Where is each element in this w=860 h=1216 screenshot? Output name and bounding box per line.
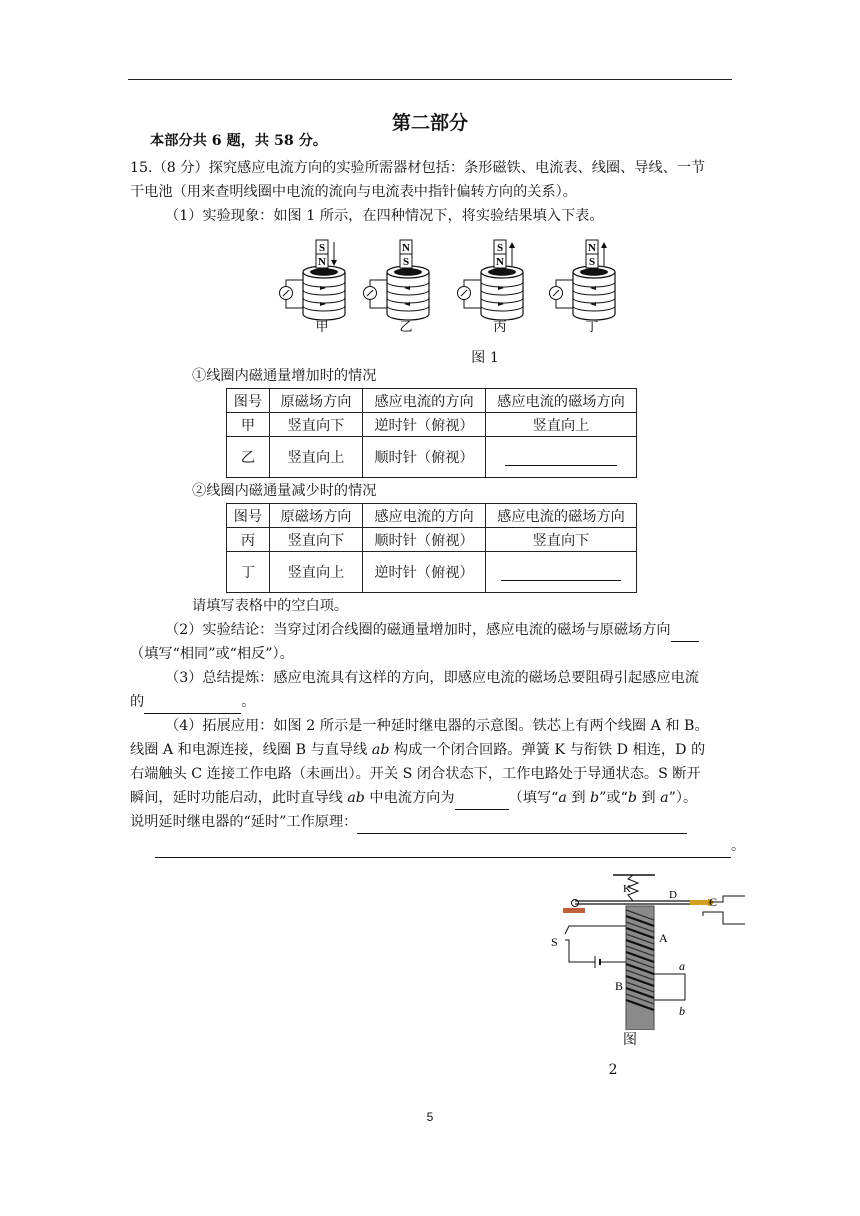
q15-part2-line2: （填写“相同”或“相反”）。: [130, 646, 294, 662]
figure-1: [262, 236, 622, 336]
q15-part4-line4: [130, 786, 697, 810]
table-increase: [226, 388, 637, 478]
table2-cell: 竖直向下: [270, 528, 363, 552]
part2-text: （2）实验结论：当穿过闭合线圈的磁通量增加时，感应电流的磁场与原磁场方向: [165, 622, 671, 638]
coil-jia: [280, 240, 346, 334]
magnet-top-ding: N: [588, 242, 596, 254]
page-number: 5: [426, 1110, 434, 1124]
part3-prefix: 的: [130, 694, 145, 710]
q15-line1: 15.（8 分）探究感应电流方向的实验所需器材包括：条形磁铁、电流表、线圈、导线、一节: [130, 160, 706, 176]
magnet-top-yi: N: [402, 242, 410, 254]
label-yi: 乙: [399, 319, 413, 334]
label-s: S: [551, 935, 558, 949]
table1-cell: 竖直向上: [486, 413, 637, 437]
figure-2-caption-2: 2: [608, 1062, 618, 1078]
q15-part4-line3: 右端触头 C 连接工作电路（未画出）。开关 S 闭合状态下，工作电路处于导通状态。S 断开: [130, 766, 701, 782]
table1-header: 感应电流的方向: [363, 389, 486, 413]
magnet-bottom-ding: S: [588, 256, 596, 268]
magnet-bottom-yi: S: [402, 256, 410, 268]
table2-title: ②线圈内磁通量减少时的情况: [192, 483, 377, 499]
text-seg: 构成一个闭合回路。弹簧 K 与衔铁 D 相连，D 的: [389, 742, 706, 758]
coil-yi: [364, 240, 430, 334]
table1-header: 图号: [227, 389, 270, 413]
answer-blank-principle-1[interactable]: [357, 815, 687, 834]
magnet-top-bing: S: [496, 242, 504, 254]
text-seg: 到: [636, 790, 661, 806]
fill-note: 请填写表格中的空白项。: [192, 598, 349, 614]
label-b-coil: B: [615, 979, 624, 993]
text-seg: ”或“: [599, 790, 628, 806]
table2-answer-cell[interactable]: [486, 552, 637, 593]
text-seg: 到: [566, 790, 591, 806]
q15-part4-line2: [130, 738, 705, 762]
coil-ding: [550, 240, 616, 334]
label-a-wire: a: [679, 959, 685, 973]
text-italic-ab: ab: [371, 742, 390, 758]
contact-d: [690, 900, 708, 905]
text-seg: 说明延时继电器的“延时”工作原理：: [130, 814, 358, 830]
q15-part4-line5: [130, 810, 687, 834]
table2-header: 感应电流的磁场方向: [486, 504, 637, 528]
label-jia: 甲: [315, 319, 329, 334]
label-c: C: [709, 895, 718, 909]
text-seg: （填写“: [508, 790, 559, 806]
q15-line2: 干电池（用来查明线圈中电流的流向与电流表中指针偏转方向的关系）。: [130, 184, 577, 200]
text-seg: ”）。: [668, 790, 698, 806]
text-italic-ab: ab: [347, 790, 365, 806]
table2-cell: 顺时针（俯视）: [363, 528, 486, 552]
table2-cell: 竖直向下: [486, 528, 637, 552]
text-italic: b: [590, 790, 600, 806]
table2-cell: 逆时针（俯视）: [363, 552, 486, 593]
table2-header: 原磁场方向: [270, 504, 363, 528]
answer-blank-principle-2[interactable]: [155, 839, 731, 858]
label-d: D: [669, 889, 677, 901]
figure-2: [545, 870, 745, 1030]
table1-header: 感应电流的磁场方向: [486, 389, 637, 413]
section-title: 第二部分: [391, 112, 468, 134]
table2-header: 感应电流的方向: [363, 504, 486, 528]
table1-cell: 逆时针（俯视）: [363, 413, 486, 437]
header-rule: [128, 79, 732, 80]
table1-cell: 顺时针（俯视）: [363, 437, 486, 478]
answer-blank-ding-field-direction[interactable]: [501, 580, 621, 581]
hinge-base: [563, 908, 585, 913]
label-bing: 丙: [493, 319, 507, 334]
table2-cell: 丙: [227, 528, 270, 552]
q15-part3-line1: （3）总结提炼：感应电流具有这样的方向，即感应电流的磁场总要阻碍引起感应电流: [165, 670, 699, 686]
magnet-top-jia: S: [318, 242, 326, 254]
section-intro: 本部分共 6 题，共 58 分。: [150, 133, 328, 149]
q15-part4-line1: （4）拓展应用：如图 2 所示是一种延时继电器的示意图。铁芯上有两个线圈 A 和 B。: [165, 718, 709, 734]
table1-cell: 乙: [227, 437, 270, 478]
q15-part1: （1）实验现象：如图 1 所示，在四种情况下，将实验结果填入下表。: [165, 208, 604, 224]
label-ding: 丁: [585, 319, 599, 334]
table1-header: 原磁场方向: [270, 389, 363, 413]
text-seg: 瞬间，延时功能启动，此时直导线: [130, 790, 348, 806]
table2-header: 图号: [227, 504, 270, 528]
magnet-bottom-jia: N: [318, 256, 326, 268]
table1-title: ①线圈内磁通量增加时的情况: [192, 368, 377, 384]
answer-blank-part3[interactable]: [144, 695, 241, 714]
part3-suffix: 。: [241, 694, 256, 710]
label-a-coil: A: [659, 931, 668, 945]
q15-part4-line6: [155, 834, 745, 858]
text-italic: b: [627, 790, 637, 806]
figure-1-caption: 图 1: [471, 350, 499, 366]
text-seg: 中电流方向为: [364, 790, 455, 806]
table2-cell: 丁: [227, 552, 270, 593]
magnet-bottom-bing: N: [496, 256, 504, 268]
table2-cell: 竖直向上: [270, 552, 363, 593]
answer-blank-yi-field-direction[interactable]: [505, 465, 617, 466]
label-k: K: [623, 883, 631, 895]
q15-part2-line1: [165, 618, 699, 642]
label-b-wire: b: [679, 1004, 685, 1018]
figure-2-caption-1: 图: [622, 1032, 638, 1048]
answer-blank-current-direction[interactable]: [455, 791, 509, 810]
table1-cell: 竖直向下: [270, 413, 363, 437]
text-italic: a: [558, 790, 567, 806]
coil-bing: [458, 240, 524, 334]
text-seg: 。: [731, 838, 746, 854]
text-seg: 线圈 A 和电源连接，线圈 B 与直导线: [130, 742, 372, 758]
q15-part3-line2: [130, 690, 255, 714]
table1-cell: 甲: [227, 413, 270, 437]
table1-answer-cell[interactable]: [486, 437, 637, 478]
answer-blank-part2[interactable]: [671, 623, 699, 642]
table1-cell: 竖直向上: [270, 437, 363, 478]
text-italic: a: [660, 790, 669, 806]
table-decrease: [226, 503, 637, 593]
